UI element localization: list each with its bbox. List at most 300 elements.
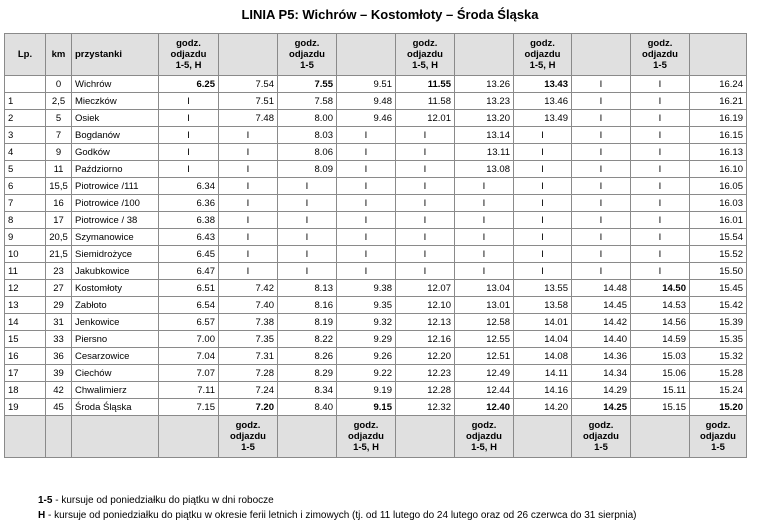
departure-time: 13.04: [455, 280, 514, 297]
header-departure: [455, 34, 514, 76]
departure-time: 6.38: [159, 212, 219, 229]
departure-time: I: [455, 195, 514, 212]
departure-time: 8.03: [278, 127, 337, 144]
departure-time: 9.22: [337, 365, 396, 382]
departure-time: I: [396, 246, 455, 263]
header-row: [5, 34, 747, 76]
departure-time: I: [396, 195, 455, 212]
departure-time: I: [572, 263, 631, 280]
departure-time: 11.58: [396, 93, 455, 110]
footer-empty: [5, 416, 46, 458]
departure-time: I: [159, 161, 219, 178]
row-km: 33: [46, 331, 72, 348]
departure-time: 15.20: [690, 399, 747, 416]
departure-time: 15.03: [631, 348, 690, 365]
row-lp: 1: [5, 93, 46, 110]
departure-time: I: [396, 229, 455, 246]
departure-time: 6.34: [159, 178, 219, 195]
departure-time: I: [572, 110, 631, 127]
departure-time: I: [337, 144, 396, 161]
departure-time: I: [514, 229, 572, 246]
departure-time: I: [572, 76, 631, 93]
footer-departure: godz. odjazdu 1-5, H: [455, 416, 514, 458]
header-departure: godz. odjazdu 1-5: [631, 34, 690, 76]
departure-time: 13.46: [514, 93, 572, 110]
table-row: [5, 110, 747, 127]
row-stop: Godków: [72, 144, 159, 161]
departure-time: 15.54: [690, 229, 747, 246]
departure-time: 12.49: [455, 365, 514, 382]
row-stop: Piotrowice /100: [72, 195, 159, 212]
footer-departure: godz. odjazdu 1-5, H: [337, 416, 396, 458]
row-km: 2,5: [46, 93, 72, 110]
departure-time: I: [396, 127, 455, 144]
departure-time: I: [514, 246, 572, 263]
departure-time: 8.26: [278, 348, 337, 365]
row-km: 21,5: [46, 246, 72, 263]
departure-time: I: [514, 263, 572, 280]
departure-time: 14.36: [572, 348, 631, 365]
departure-time: I: [455, 178, 514, 195]
row-lp: 15: [5, 331, 46, 348]
departure-time: 14.50: [631, 280, 690, 297]
departure-time: I: [337, 212, 396, 229]
departure-time: I: [219, 178, 278, 195]
departure-time: I: [514, 178, 572, 195]
departure-time: I: [159, 127, 219, 144]
departure-time: I: [219, 161, 278, 178]
departure-time: 14.01: [514, 314, 572, 331]
departure-time: I: [219, 195, 278, 212]
departure-time: I: [572, 178, 631, 195]
departure-time: 7.48: [219, 110, 278, 127]
departure-time: 15.52: [690, 246, 747, 263]
row-lp: 17: [5, 365, 46, 382]
departure-time: 7.04: [159, 348, 219, 365]
departure-time: 8.34: [278, 382, 337, 399]
row-km: 45: [46, 399, 72, 416]
row-stop: Jenkowice: [72, 314, 159, 331]
departure-time: 12.13: [396, 314, 455, 331]
row-lp: 3: [5, 127, 46, 144]
departure-time: 7.00: [159, 331, 219, 348]
header-departure: godz. odjazdu 1-5, H: [396, 34, 455, 76]
departure-time: I: [337, 127, 396, 144]
departure-time: 14.42: [572, 314, 631, 331]
departure-time: I: [219, 127, 278, 144]
departure-time: 13.20: [455, 110, 514, 127]
departure-time: 16.21: [690, 93, 747, 110]
departure-time: 15.45: [690, 280, 747, 297]
departure-time: 16.13: [690, 144, 747, 161]
row-stop: Osiek: [72, 110, 159, 127]
table-row: [5, 76, 747, 93]
row-lp: 5: [5, 161, 46, 178]
note-line: [38, 493, 636, 508]
row-km: 36: [46, 348, 72, 365]
row-lp: 11: [5, 263, 46, 280]
departure-time: 16.15: [690, 127, 747, 144]
departure-time: I: [219, 263, 278, 280]
departure-time: I: [337, 161, 396, 178]
departure-time: I: [396, 161, 455, 178]
departure-time: 13.08: [455, 161, 514, 178]
table-row: [5, 178, 747, 195]
header-departure: [690, 34, 747, 76]
departure-time: 15.35: [690, 331, 747, 348]
footer-departure: [278, 416, 337, 458]
departure-time: 15.28: [690, 365, 747, 382]
departure-time: 16.01: [690, 212, 747, 229]
departure-time: 6.51: [159, 280, 219, 297]
row-lp: 8: [5, 212, 46, 229]
departure-time: I: [631, 110, 690, 127]
row-lp: 7: [5, 195, 46, 212]
departure-time: I: [278, 178, 337, 195]
row-km: 31: [46, 314, 72, 331]
row-lp: 16: [5, 348, 46, 365]
departure-time: I: [159, 93, 219, 110]
departure-time: 7.35: [219, 331, 278, 348]
header-departure: godz. odjazdu 1-5, H: [159, 34, 219, 76]
table-row: [5, 144, 747, 161]
footer-row: [5, 416, 747, 458]
footer-departure: [631, 416, 690, 458]
departure-time: I: [631, 246, 690, 263]
departure-time: I: [572, 161, 631, 178]
row-km: 27: [46, 280, 72, 297]
departure-time: I: [572, 246, 631, 263]
departure-time: 13.58: [514, 297, 572, 314]
departure-time: 8.29: [278, 365, 337, 382]
departure-time: 13.14: [455, 127, 514, 144]
legend-notes: [38, 493, 636, 523]
table-row: [5, 229, 747, 246]
departure-time: I: [159, 110, 219, 127]
departure-time: 12.51: [455, 348, 514, 365]
departure-time: 7.55: [278, 76, 337, 93]
departure-time: 15.39: [690, 314, 747, 331]
departure-time: I: [455, 212, 514, 229]
departure-time: 8.19: [278, 314, 337, 331]
departure-time: I: [572, 195, 631, 212]
departure-time: 9.29: [337, 331, 396, 348]
departure-time: 8.06: [278, 144, 337, 161]
departure-time: 13.49: [514, 110, 572, 127]
row-km: 23: [46, 263, 72, 280]
departure-time: I: [278, 246, 337, 263]
header-departure: godz. odjazdu 1-5: [278, 34, 337, 76]
departure-time: I: [631, 161, 690, 178]
table-row: [5, 399, 747, 416]
row-stop: Mieczków: [72, 93, 159, 110]
table-row: [5, 263, 747, 280]
row-stop: Siemidrożyce: [72, 246, 159, 263]
departure-time: 16.24: [690, 76, 747, 93]
departure-time: 14.40: [572, 331, 631, 348]
departure-time: I: [514, 127, 572, 144]
row-lp: 6: [5, 178, 46, 195]
table-row: [5, 280, 747, 297]
departure-time: 13.11: [455, 144, 514, 161]
departure-time: 12.10: [396, 297, 455, 314]
departure-time: 14.08: [514, 348, 572, 365]
departure-time: I: [631, 229, 690, 246]
departure-time: 9.32: [337, 314, 396, 331]
table-row: [5, 331, 747, 348]
footer-departure: godz. odjazdu 1-5: [572, 416, 631, 458]
departure-time: 13.26: [455, 76, 514, 93]
departure-time: 6.57: [159, 314, 219, 331]
row-km: 0: [46, 76, 72, 93]
departure-time: I: [396, 178, 455, 195]
row-stop: Kostomłoty: [72, 280, 159, 297]
departure-time: 9.26: [337, 348, 396, 365]
departure-time: 7.31: [219, 348, 278, 365]
table-row: [5, 212, 747, 229]
row-km: 39: [46, 365, 72, 382]
header-departure: [572, 34, 631, 76]
row-stop: Bogdanów: [72, 127, 159, 144]
row-stop: Środa Śląska: [72, 399, 159, 416]
departure-time: 15.32: [690, 348, 747, 365]
departure-time: I: [514, 195, 572, 212]
departure-time: 7.38: [219, 314, 278, 331]
row-stop: Jakubkowice: [72, 263, 159, 280]
departure-time: 7.07: [159, 365, 219, 382]
departure-time: 12.23: [396, 365, 455, 382]
departure-time: I: [631, 76, 690, 93]
row-stop: Chwalimierz: [72, 382, 159, 399]
row-km: 20,5: [46, 229, 72, 246]
departure-time: I: [572, 93, 631, 110]
departure-time: 7.54: [219, 76, 278, 93]
row-lp: 14: [5, 314, 46, 331]
departure-time: I: [337, 263, 396, 280]
row-lp: 2: [5, 110, 46, 127]
departure-time: 12.01: [396, 110, 455, 127]
departure-time: I: [631, 212, 690, 229]
row-lp: [5, 76, 46, 93]
row-km: 7: [46, 127, 72, 144]
table-row: [5, 195, 747, 212]
departure-time: 15.15: [631, 399, 690, 416]
departure-time: 11.55: [396, 76, 455, 93]
departure-time: 7.15: [159, 399, 219, 416]
departure-time: I: [455, 229, 514, 246]
departure-time: 9.48: [337, 93, 396, 110]
departure-time: 14.11: [514, 365, 572, 382]
row-stop: Zabłoto: [72, 297, 159, 314]
table-row: [5, 297, 747, 314]
row-stop: Wichrów: [72, 76, 159, 93]
departure-time: I: [631, 127, 690, 144]
departure-time: I: [337, 229, 396, 246]
departure-time: 7.58: [278, 93, 337, 110]
departure-time: 8.09: [278, 161, 337, 178]
departure-time: 8.13: [278, 280, 337, 297]
departure-time: I: [514, 212, 572, 229]
page-title: LINIA P5: Wichrów – Kostomłoty – Środa Śląska: [241, 7, 539, 22]
table-row: [5, 314, 747, 331]
departure-time: 12.55: [455, 331, 514, 348]
header-departure: godz. odjazdu 1-5, H: [514, 34, 572, 76]
timetable: [4, 33, 747, 458]
departure-time: 14.48: [572, 280, 631, 297]
departure-time: 9.38: [337, 280, 396, 297]
departure-time: 7.51: [219, 93, 278, 110]
departure-time: I: [514, 144, 572, 161]
departure-time: I: [396, 212, 455, 229]
departure-time: I: [396, 263, 455, 280]
note-line: [38, 508, 636, 523]
footer-departure: [514, 416, 572, 458]
departure-time: 7.42: [219, 280, 278, 297]
departure-time: 14.25: [572, 399, 631, 416]
departure-time: I: [278, 229, 337, 246]
row-km: 11: [46, 161, 72, 178]
note-text: - kursuje od poniedziałku do piątku w dni robocze: [52, 495, 274, 506]
table-row: [5, 127, 747, 144]
footer-empty: [46, 416, 72, 458]
row-km: 9: [46, 144, 72, 161]
departure-time: 16.05: [690, 178, 747, 195]
row-km: 42: [46, 382, 72, 399]
row-stop: Cesarzowice: [72, 348, 159, 365]
departure-time: I: [572, 144, 631, 161]
footer-empty: [72, 416, 159, 458]
departure-time: I: [278, 195, 337, 212]
departure-time: 12.20: [396, 348, 455, 365]
header-lp: Lp.: [5, 34, 46, 76]
table-row: [5, 382, 747, 399]
departure-time: 12.58: [455, 314, 514, 331]
departure-time: I: [455, 263, 514, 280]
departure-time: 15.42: [690, 297, 747, 314]
departure-time: 6.25: [159, 76, 219, 93]
departure-time: 7.40: [219, 297, 278, 314]
departure-time: 13.43: [514, 76, 572, 93]
footer-departure: [396, 416, 455, 458]
departure-time: 16.19: [690, 110, 747, 127]
departure-time: 14.53: [631, 297, 690, 314]
row-lp: 13: [5, 297, 46, 314]
departure-time: 15.11: [631, 382, 690, 399]
row-stop: Piotrowice / 38: [72, 212, 159, 229]
departure-time: 9.15: [337, 399, 396, 416]
departure-time: 9.19: [337, 382, 396, 399]
row-stop: Piotrowice /111: [72, 178, 159, 195]
departure-time: 13.55: [514, 280, 572, 297]
departure-time: I: [278, 263, 337, 280]
departure-time: I: [337, 178, 396, 195]
departure-time: 16.10: [690, 161, 747, 178]
departure-time: 8.22: [278, 331, 337, 348]
note-key: 1-5: [38, 495, 53, 506]
departure-time: I: [337, 195, 396, 212]
row-km: 15,5: [46, 178, 72, 195]
departure-time: 15.50: [690, 263, 747, 280]
departure-time: 13.23: [455, 93, 514, 110]
departure-time: 6.54: [159, 297, 219, 314]
departure-time: I: [337, 246, 396, 263]
departure-time: 14.45: [572, 297, 631, 314]
departure-time: I: [572, 212, 631, 229]
row-stop: Paździorno: [72, 161, 159, 178]
departure-time: 9.46: [337, 110, 396, 127]
row-stop: Ciechów: [72, 365, 159, 382]
departure-time: 12.44: [455, 382, 514, 399]
departure-time: I: [278, 212, 337, 229]
departure-time: I: [631, 263, 690, 280]
departure-time: I: [631, 144, 690, 161]
footer-departure: godz. odjazdu 1-5: [690, 416, 747, 458]
departure-time: 12.40: [455, 399, 514, 416]
row-stop: Piersno: [72, 331, 159, 348]
row-lp: 18: [5, 382, 46, 399]
departure-time: I: [396, 144, 455, 161]
table-row: [5, 348, 747, 365]
departure-time: 6.47: [159, 263, 219, 280]
departure-time: I: [219, 212, 278, 229]
departure-time: 7.20: [219, 399, 278, 416]
row-stop: Szymanowice: [72, 229, 159, 246]
departure-time: 8.16: [278, 297, 337, 314]
departure-time: 14.29: [572, 382, 631, 399]
table-row: [5, 161, 747, 178]
departure-time: I: [631, 93, 690, 110]
departure-time: 6.45: [159, 246, 219, 263]
row-km: 5: [46, 110, 72, 127]
departure-time: I: [631, 178, 690, 195]
departure-time: 7.11: [159, 382, 219, 399]
header-departure: [337, 34, 396, 76]
table-row: [5, 93, 747, 110]
departure-time: 12.16: [396, 331, 455, 348]
departure-time: I: [572, 127, 631, 144]
header-km: km: [46, 34, 72, 76]
row-km: 29: [46, 297, 72, 314]
departure-time: I: [219, 229, 278, 246]
table-row: [5, 246, 747, 263]
departure-time: I: [514, 161, 572, 178]
departure-time: 14.59: [631, 331, 690, 348]
departure-time: 14.16: [514, 382, 572, 399]
row-lp: 4: [5, 144, 46, 161]
header-departure: [219, 34, 278, 76]
row-km: 16: [46, 195, 72, 212]
table-row: [5, 365, 747, 382]
departure-time: 9.51: [337, 76, 396, 93]
departure-time: 8.40: [278, 399, 337, 416]
departure-time: 15.24: [690, 382, 747, 399]
footer-departure: [159, 416, 219, 458]
departure-time: 15.06: [631, 365, 690, 382]
departure-time: I: [631, 195, 690, 212]
footer-departure: godz. odjazdu 1-5: [219, 416, 278, 458]
row-lp: 10: [5, 246, 46, 263]
departure-time: 14.56: [631, 314, 690, 331]
row-km: 17: [46, 212, 72, 229]
departure-time: 6.36: [159, 195, 219, 212]
departure-time: 7.24: [219, 382, 278, 399]
note-text: - kursuje od poniedziałku do piątku w okresie ferii letnich i zimowych (tj. od 11 lutego do 24 lutego oraz od 26 czerwca do 31 sierpnia): [45, 510, 637, 521]
header-stops: przystanki: [72, 34, 159, 76]
note-key: H: [38, 510, 46, 521]
departure-time: 14.04: [514, 331, 572, 348]
departure-time: 12.07: [396, 280, 455, 297]
row-lp: 9: [5, 229, 46, 246]
